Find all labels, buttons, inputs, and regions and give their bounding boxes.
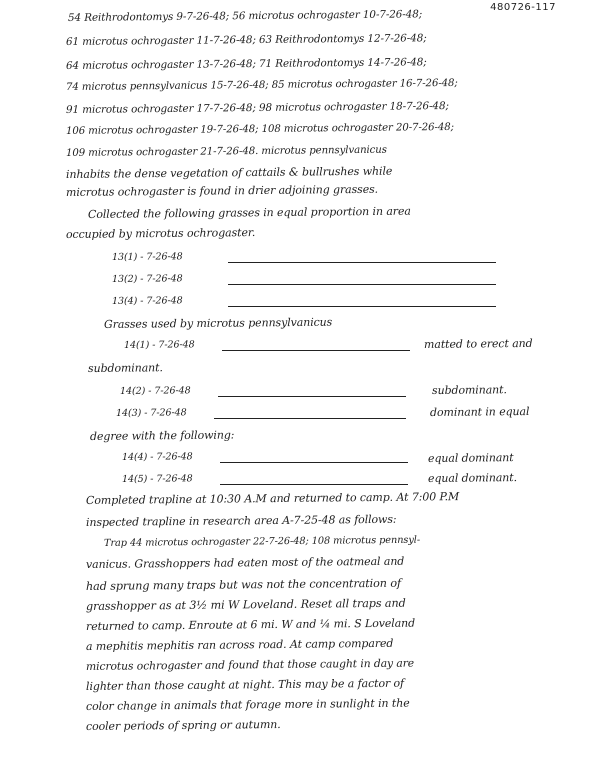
- text-line: 91 microtus ochrogaster 17-7-26-48; 98 microtus ochrogaster 18-7-26-48;: [65, 99, 449, 116]
- blank-line: [228, 262, 496, 263]
- specimen-label: 13(2) - 7-26-48: [111, 273, 183, 285]
- text-line: Grasses used by microtus pennsylvanicus: [103, 315, 333, 331]
- text-line: had sprung many traps but was not the concentration of: [85, 576, 402, 593]
- text-line: inspected trapline in research area A-7-25-48 as follows:: [85, 512, 397, 529]
- page-identifier: 480726-117: [490, 2, 556, 13]
- blank-line: [214, 418, 406, 419]
- text-line: subdominant.: [431, 383, 507, 397]
- text-line: microtus ochrogaster is found in drier adjoining grasses.: [65, 182, 379, 199]
- specimen-label: 13(4) - 7-26-48: [111, 295, 183, 307]
- text-line: degree with the following:: [89, 428, 235, 443]
- text-line: equal dominant: [427, 451, 514, 465]
- text-line: 109 microtus ochrogaster 21-7-26-48. microtus pennsylvanicus: [65, 144, 387, 159]
- text-line: a mephitis mephitis ran across road. At camp compared: [85, 636, 394, 653]
- text-line: dominant in equal: [429, 404, 530, 419]
- text-line: inhabits the dense vegetation of cattails & bullrushes while: [65, 164, 393, 181]
- text-line: 54 Reithrodontomys 9-7-26-48; 56 microtus ochrogaster 10-7-26-48;: [67, 8, 423, 24]
- blank-line: [222, 350, 410, 351]
- text-line: 61 microtus ochrogaster 11-7-26-48; 63 Reithrodontomys 12-7-26-48;: [65, 32, 427, 48]
- text-line: color change in animals that forage more in sunlight in the: [85, 696, 410, 713]
- text-line: Completed trapline at 10:30 A.M and returned to camp. At 7:00 P.M: [85, 490, 460, 507]
- specimen-label: 14(3) - 7-26-48: [115, 407, 187, 419]
- blank-line: [228, 284, 496, 285]
- text-line: returned to camp. Enroute at 6 mi. W and ¼ mi. S Loveland: [85, 616, 416, 633]
- specimen-label: 14(5) - 7-26-48: [121, 473, 193, 485]
- text-line: vanicus. Grasshoppers had eaten most of the oatmeal and: [85, 554, 405, 571]
- text-line: Trap 44 microtus ochrogaster 22-7-26-48; 108 microtus pennsyl-: [103, 534, 421, 549]
- specimen-label: 13(1) - 7-26-48: [111, 251, 183, 263]
- blank-line: [218, 396, 406, 397]
- text-line: matted to erect and: [423, 336, 533, 351]
- text-line: Collected the following grasses in equal proportion in area: [87, 204, 411, 221]
- text-line: 106 microtus ochrogaster 19-7-26-48; 108 microtus ochrogaster 20-7-26-48;: [65, 121, 455, 137]
- text-line: occupied by microtus ochrogaster.: [65, 226, 256, 241]
- text-line: 64 microtus ochrogaster 13-7-26-48; 71 Reithrodontomys 14-7-26-48;: [65, 56, 427, 72]
- text-line: equal dominant.: [427, 471, 518, 485]
- text-line: cooler periods of spring or autumn.: [85, 717, 281, 733]
- specimen-label: 14(1) - 7-26-48: [123, 339, 195, 351]
- blank-line: [220, 484, 408, 485]
- specimen-label: 14(2) - 7-26-48: [119, 385, 191, 397]
- text-line: microtus ochrogaster and found that those caught in day are: [85, 656, 415, 673]
- blank-line: [228, 306, 496, 307]
- text-line: grasshopper as at 3½ mi W Loveland. Reset all traps and: [85, 596, 406, 613]
- text-line: 74 microtus pennsylvanicus 15-7-26-48; 85 microtus ochrogaster 16-7-26-48;: [65, 77, 458, 93]
- blank-line: [220, 462, 408, 463]
- text-line: subdominant.: [87, 361, 163, 375]
- text-line: lighter than those caught at night. This may be a factor of: [85, 676, 405, 693]
- specimen-label: 14(4) - 7-26-48: [121, 451, 193, 463]
